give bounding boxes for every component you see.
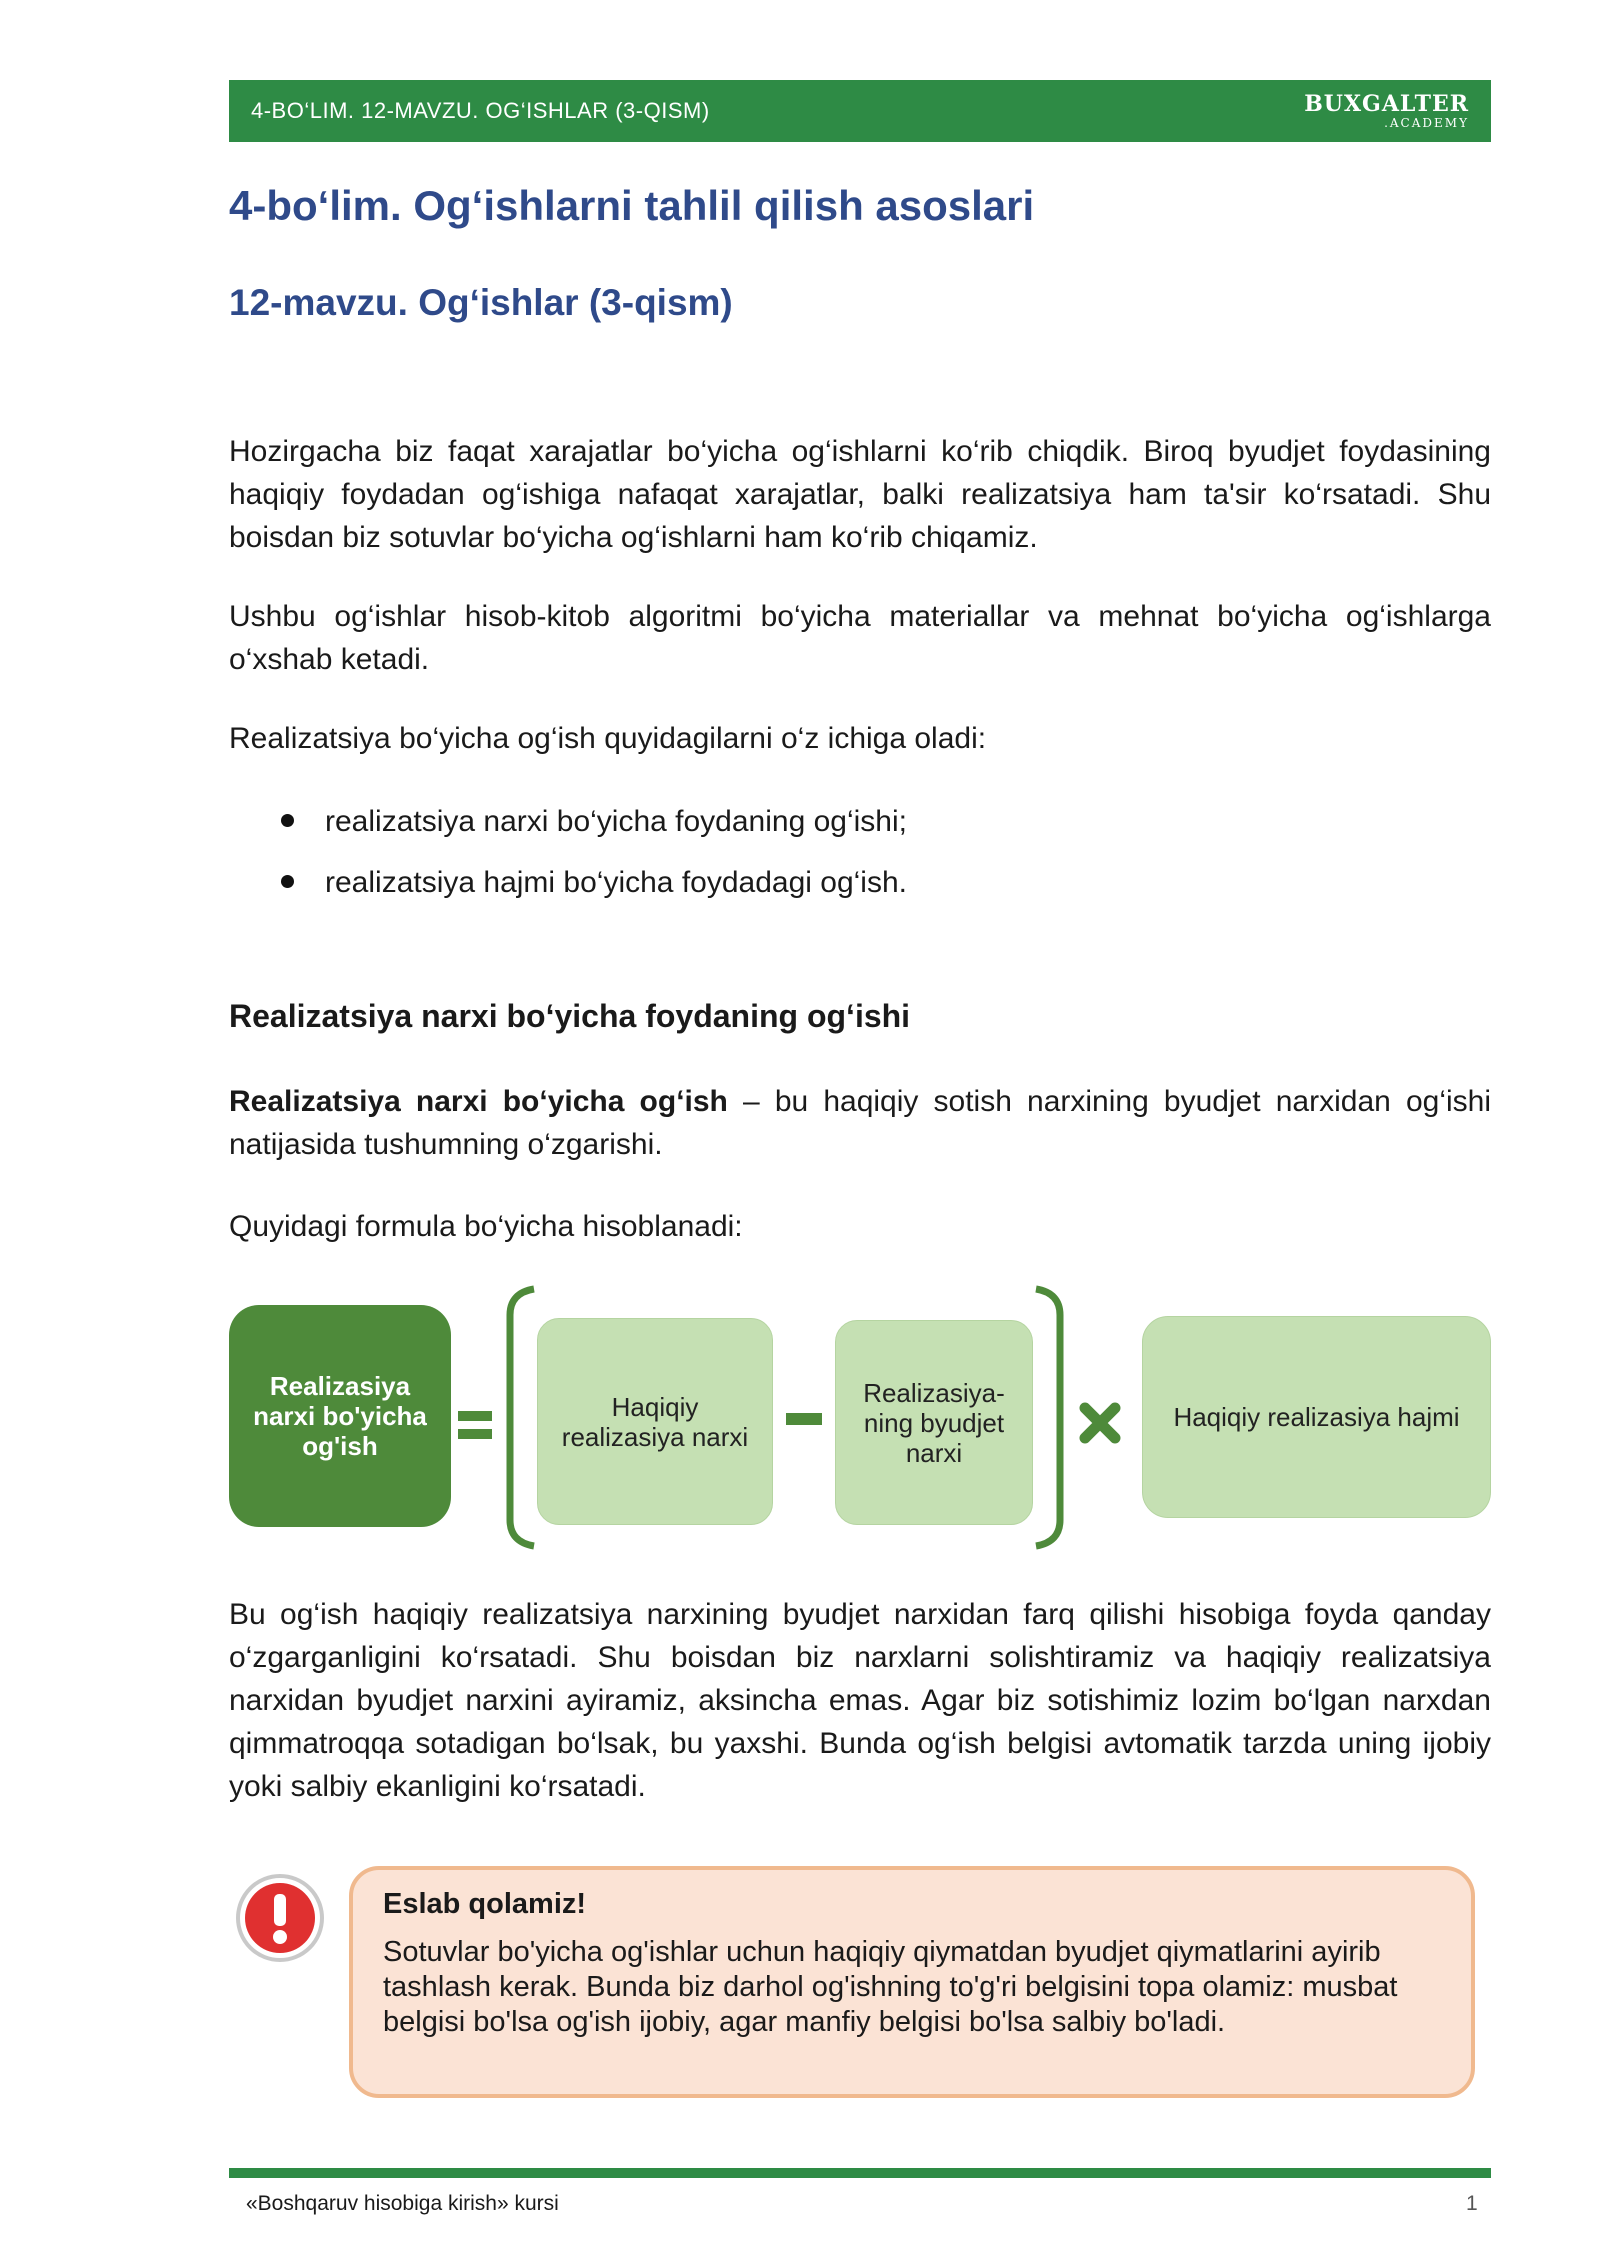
footer-divider: [229, 2168, 1491, 2178]
subheading: Realizatsiya narxi bo‘yicha foydaning og‘ishi: [229, 998, 911, 1034]
left-bracket-icon: [500, 1285, 540, 1550]
formula-result-box: Realizasiya narxi bo'yicha og'ish: [229, 1305, 451, 1527]
page-number: 1: [1466, 2192, 1478, 2215]
exclamation-icon: [234, 1872, 326, 1964]
formula-actual-price-box: Haqiqiy realizasiya narxi: [537, 1318, 773, 1525]
bullet-dot-icon: [281, 875, 294, 888]
paragraph-intro: Hozirgacha biz faqat xarajatlar bo‘yicha og‘ishlarni ko‘rib chiqdik. Biroq byudjet foydasining haqiqiy foydadan og‘ishiga nafaqat xarajatlar, balki realizatsiya ham ta'sir ko‘rsatadi. Shu boisdan biz sotuvlar bo‘yicha og‘ishlarni ham ko‘rib chiqamiz.: [229, 435, 1491, 554]
brand-logo: [1304, 93, 1469, 129]
definition-text: – bu haqiqiy sotish narxining byudjet narxidan og‘ishi natijasida tushumning o‘zgarishi.: [229, 1085, 1491, 1161]
paragraph-explanation: Bu og‘ish haqiqiy realizatsiya narxining byudjet narxidan farq qilishi hisobiga foyda qanday o‘zgarganligini ko‘rsatadi. Shu boisdan biz narxlarni solishtiramiz va haqiqiy realizatsiya narxidan byudjet narxini ayiramiz, aksincha emas. Agar biz sotishimiz lozim bo‘lgan narxdan qimmatroqqa sotadigan bo‘lsak, bu yaxshi. Bunda og‘ish belgisi avtomatik tarzda uning ijobiy yoki salbiy ekanligini ko‘rsatadi.: [229, 1598, 1491, 1803]
minus-icon: [784, 1410, 824, 1430]
equals-icon: [455, 1405, 495, 1445]
list-item-text: realizatsiya narxi bo‘yicha foydaning og‘ishi;: [325, 805, 907, 838]
brand-name: BUXGALTER: [1304, 91, 1469, 117]
paragraph-algorithm: Ushbu og‘ishlar hisob-kitob algoritmi bo‘yicha materiallar va mehnat bo‘yicha og‘ishlarga o‘xshab ketadi.: [229, 600, 1491, 676]
bullet-list: [229, 800, 1491, 922]
bullet-dot-icon: [281, 814, 294, 827]
definition-term: Realizatsiya narxi bo‘yicha og‘ish: [229, 1085, 728, 1118]
paragraph-definition: [229, 1080, 1491, 1166]
topic-title: 12-mavzu. Og‘ishlar (3-qism): [229, 282, 733, 323]
multiply-icon: [1077, 1400, 1123, 1446]
header-bar: [229, 80, 1491, 142]
paragraph-includes: Realizatsiya bo‘yicha og‘ish quyidagilarni o‘z ichiga oladi:: [229, 722, 987, 755]
list-item-text: realizatsiya hajmi bo‘yicha foydadagi og‘ish.: [325, 866, 907, 899]
list-item: [229, 800, 1491, 843]
right-bracket-icon: [1030, 1285, 1070, 1550]
brand-suffix: .ACADEMY: [1384, 116, 1469, 130]
list-item: [229, 861, 1491, 904]
formula-budget-price-box: Realizasiya-ning byudjet narxi: [835, 1320, 1033, 1525]
note-box: [349, 1866, 1475, 2098]
footer-course: «Boshqaruv hisobiga kirish» kursi: [246, 2192, 559, 2215]
formula-actual-volume-box: Haqiqiy realizasiya hajmi: [1142, 1316, 1491, 1518]
section-title: 4-bo‘lim. Og‘ishlarni tahlil qilish asoslari: [229, 182, 1035, 229]
note-title: Eslab qolamiz!: [383, 1888, 587, 1920]
header-title: 4-BO‘LIM. 12-MAVZU. OG‘ISHLAR (3-QISM): [251, 98, 710, 123]
paragraph-formula-intro: Quyidagi formula bo‘yicha hisoblanadi:: [229, 1210, 743, 1243]
note-text: Sotuvlar bo'yicha og'ishlar uchun haqiqiy qiymatdan byudjet qiymatlarini ayirib tashlash kerak. Bunda biz darhol og'ishning to'g'ri belgisini topa olamiz: musbat belgisi bo'lsa og'ish ijobiy, agar manfiy belgisi bo'lsa salbiy bo'ladi.: [383, 1936, 1398, 2038]
